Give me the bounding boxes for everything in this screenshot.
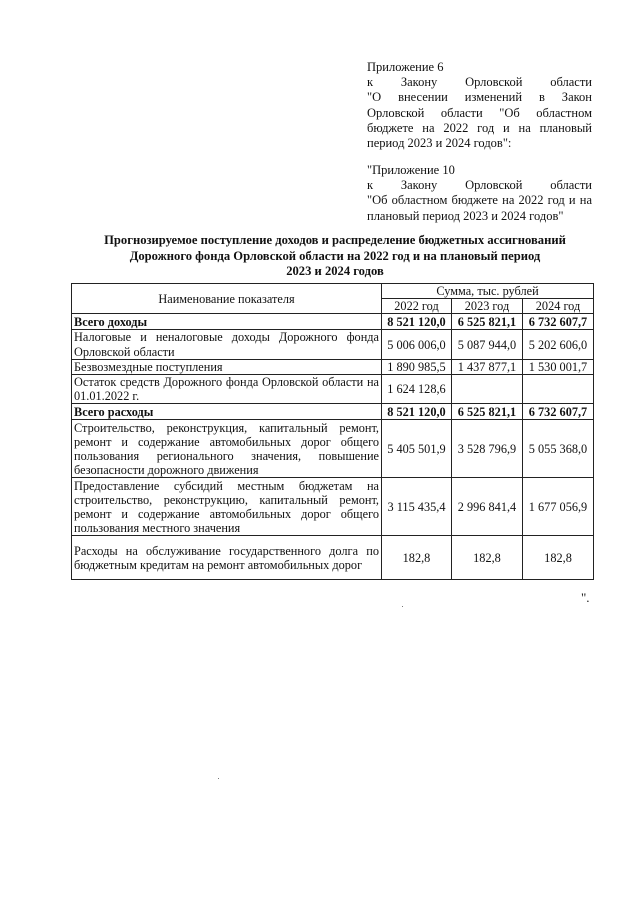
row-name: Строительство, реконструкция, капитальный ремонт, ремонт и содержание автомобильных дорог общего пользования регионального значения, повышение безопасности дорожного движения xyxy=(72,420,382,478)
annex-6-header xyxy=(367,60,592,151)
table-row xyxy=(72,330,594,359)
value-2024: 5 202 606,0 xyxy=(523,330,594,359)
value-2023: 6 525 821,1 xyxy=(452,404,523,420)
value-2022: 5 405 501,9 xyxy=(382,420,452,478)
scan-speck xyxy=(402,606,403,607)
value-2023: 3 528 796,9 xyxy=(452,420,523,478)
title-line: 2023 и 2024 годов xyxy=(286,264,384,278)
column-header-name: Наименование показателя xyxy=(72,284,382,314)
table-row-total-income xyxy=(72,314,594,330)
value-2022: 1 890 985,5 xyxy=(382,359,452,374)
value-2023: 182,8 xyxy=(452,536,523,580)
value-2023: 5 087 944,0 xyxy=(452,330,523,359)
annex-6-text: "О внесении изменений в Закон xyxy=(367,90,592,105)
table-row xyxy=(72,420,594,478)
value-2022: 182,8 xyxy=(382,536,452,580)
table-row xyxy=(72,359,594,374)
column-header-sum: Сумма, тыс. рублей xyxy=(382,284,594,299)
row-name: Безвозмездные поступления xyxy=(72,359,382,374)
annex-6-text: к Закону Орловской области xyxy=(367,75,592,90)
row-name: Предоставление субсидий местным бюджетам на строительство, реконструкцию, капитальный ремонт, ремонт и содержание автомобильных дорог общего пользования местного значения xyxy=(72,478,382,536)
table-row xyxy=(72,375,594,404)
annex-6-text: Орловской области "Об областном xyxy=(367,105,592,120)
table-row-total-expenses xyxy=(72,404,594,420)
value-2024: 5 055 368,0 xyxy=(523,420,594,478)
scan-speck xyxy=(218,778,219,779)
annex-6-text: бюджете на 2022 год и на плановый xyxy=(367,120,592,135)
annex-10-header xyxy=(367,163,592,224)
value-2024: 6 732 607,7 xyxy=(523,404,594,420)
value-2024 xyxy=(523,375,594,404)
row-name: Всего расходы xyxy=(72,404,382,420)
column-header-year: 2024 год xyxy=(523,299,594,314)
table-row xyxy=(72,536,594,580)
value-2024: 6 732 607,7 xyxy=(523,314,594,330)
value-2023: 1 437 877,1 xyxy=(452,359,523,374)
value-2022: 3 115 435,4 xyxy=(382,478,452,536)
title-line: Дорожного фонда Орловской области на 2022 год и на плановый период xyxy=(129,248,541,263)
value-2022: 5 006 006,0 xyxy=(382,330,452,359)
value-2024: 1 530 001,7 xyxy=(523,359,594,374)
value-2023: 6 525 821,1 xyxy=(452,314,523,330)
budget-table xyxy=(71,283,594,580)
row-name: Остаток средств Дорожного фонда Орловской области на 01.01.2022 г. xyxy=(72,375,382,404)
annex-10-title: "Приложение 10 xyxy=(367,163,455,177)
annex-10-text: плановый период 2023 и 2024 годов" xyxy=(367,208,564,223)
annex-6-title: Приложение 6 xyxy=(367,60,444,74)
annex-10-text: к Закону Орловской области xyxy=(367,178,592,193)
row-name: Расходы на обслуживание государственного долга по бюджетным кредитам на ремонт автомобильных дорог xyxy=(72,536,382,580)
title-line: Прогнозируемое поступление доходов и распределение бюджетных ассигнований xyxy=(104,233,566,247)
annex-10-text: "Об областном бюджете на 2022 год и на xyxy=(367,193,592,208)
value-2022: 8 521 120,0 xyxy=(382,404,452,420)
annex-6-text: период 2023 и 2024 годов": xyxy=(367,136,512,151)
document-title xyxy=(70,233,600,280)
value-2023: 2 996 841,4 xyxy=(452,478,523,536)
value-2022: 1 624 128,6 xyxy=(382,375,452,404)
table-row xyxy=(72,478,594,536)
value-2024: 182,8 xyxy=(523,536,594,580)
column-header-year: 2022 год xyxy=(382,299,452,314)
value-2024: 1 677 056,9 xyxy=(523,478,594,536)
row-name: Налоговые и неналоговые доходы Дорожного фонда Орловской области xyxy=(72,330,382,359)
row-name: Всего доходы xyxy=(72,314,382,330)
value-2023 xyxy=(452,375,523,404)
column-header-year: 2023 год xyxy=(452,299,523,314)
value-2022: 8 521 120,0 xyxy=(382,314,452,330)
closing-quote-mark: ". xyxy=(581,590,590,605)
